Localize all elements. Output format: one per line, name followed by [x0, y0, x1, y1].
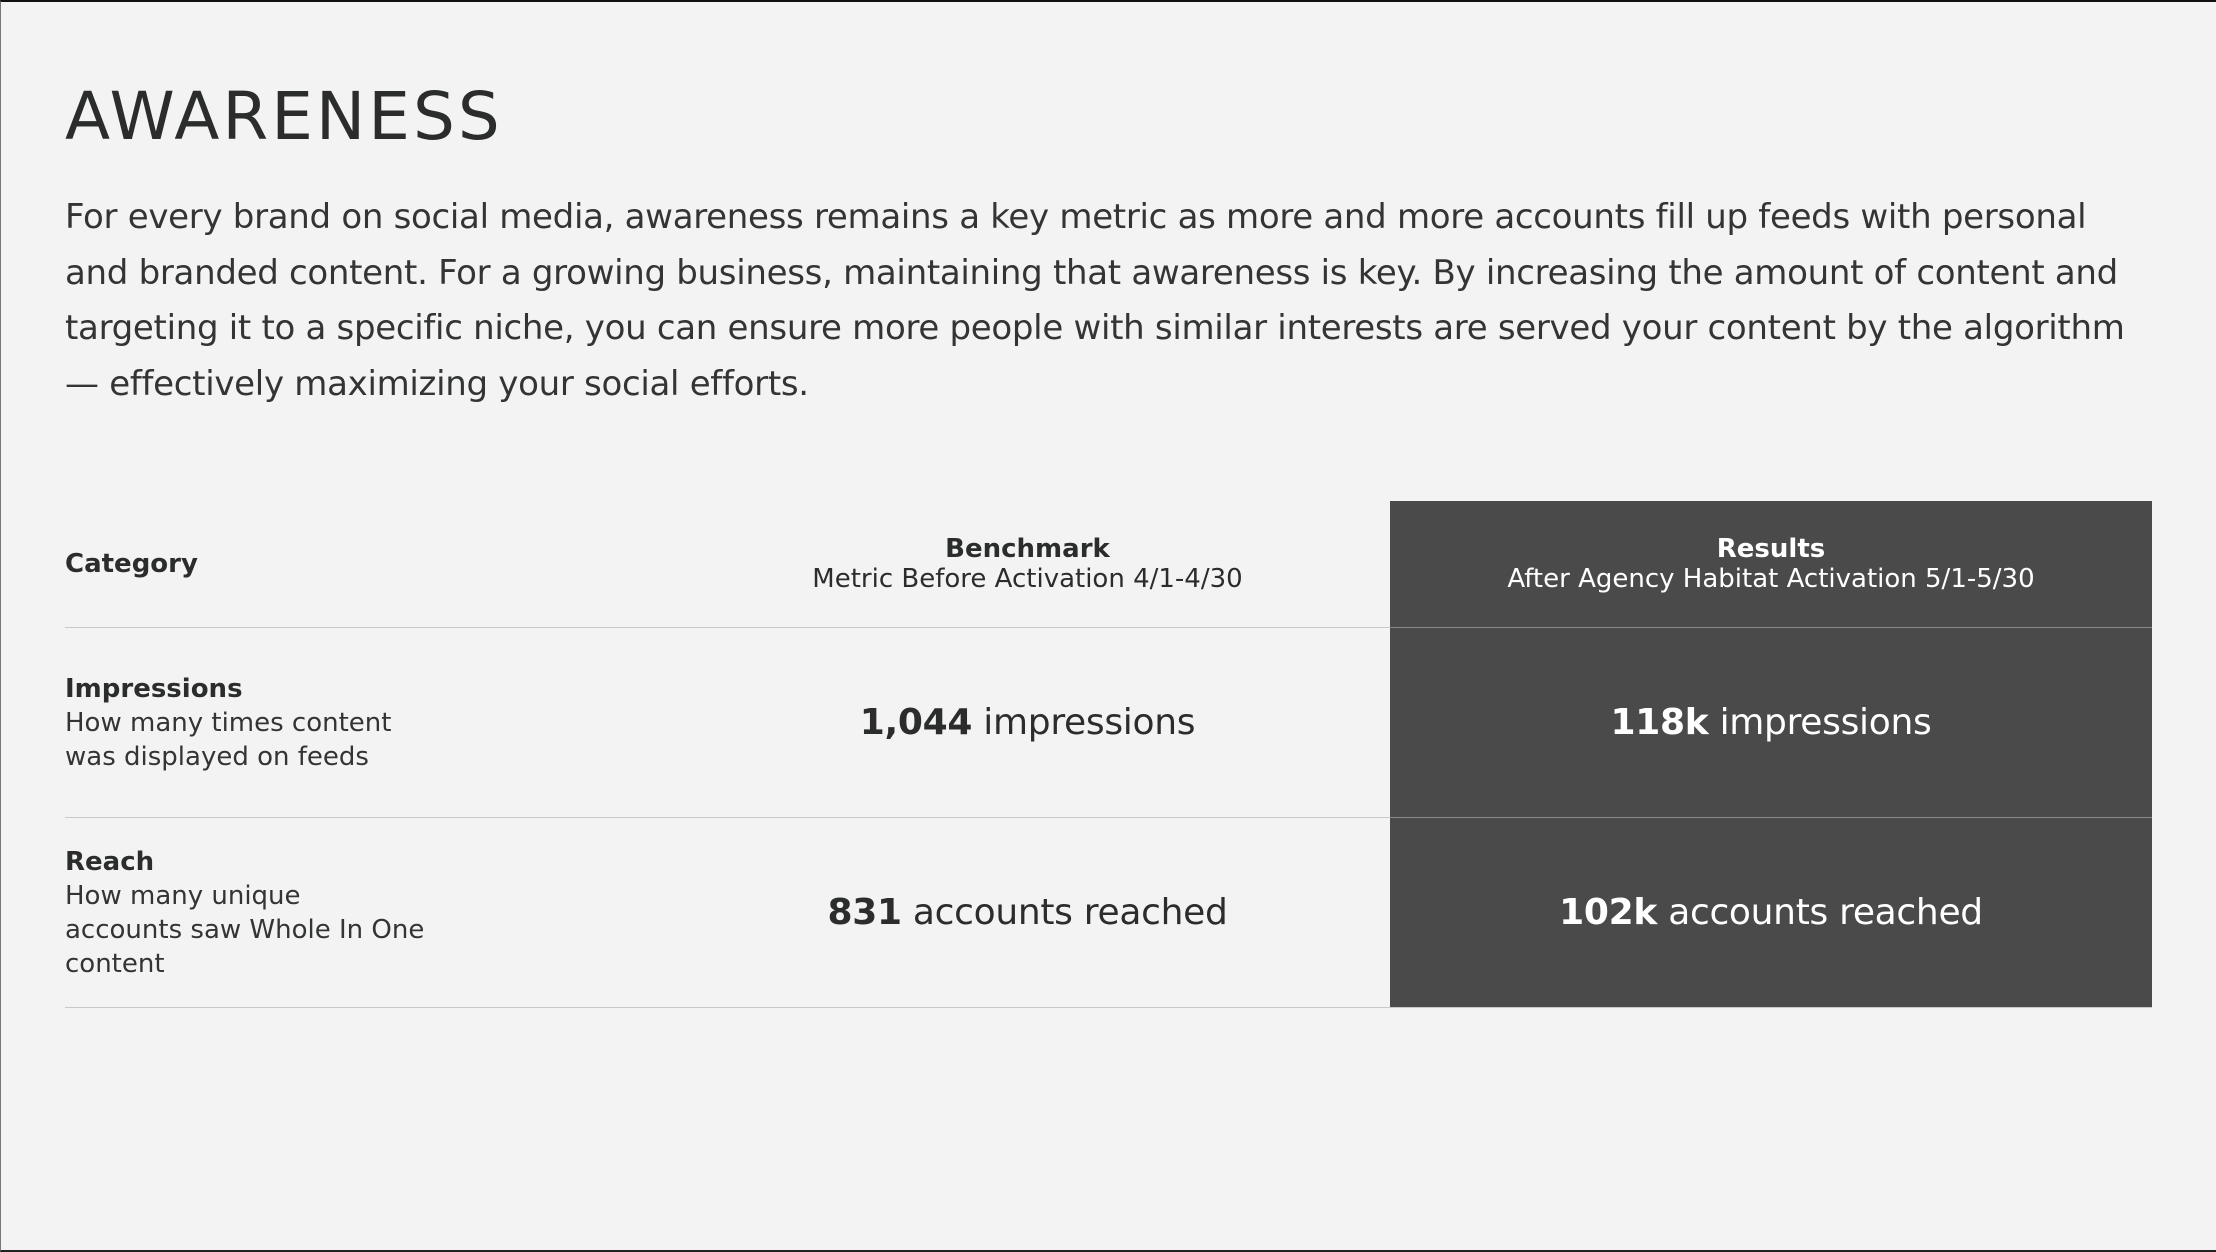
page-title: AWARENESS [65, 78, 503, 155]
benchmark-cell [645, 702, 1410, 743]
header-benchmark-title: Benchmark [945, 534, 1110, 564]
category-description: How many unique accounts saw Whole In One content [65, 880, 425, 979]
category-cell [65, 845, 645, 981]
results-unit: accounts reached [1657, 891, 1983, 933]
table-header-row [65, 501, 2152, 628]
category-name: Impressions [65, 673, 243, 704]
results-cell [1390, 627, 2152, 818]
results-value: 118k [1610, 701, 1709, 743]
header-benchmark-subtitle: Metric Before Activation 4/1-4/30 [812, 564, 1243, 594]
metrics-table [65, 501, 2152, 1008]
results-metric [1559, 892, 1983, 933]
results-cell [1390, 817, 2152, 1008]
intro-paragraph: For every brand on social media, awareness remains a key metric as more and more accounts fill up feeds with personal and branded content. For a growing business, maintaining that awareness is key. By increasing the amount of content and targeting it to a specific niche, you can ensure more people with similar interests are served your content by the algorithm — effectively maximizing your social efforts. [65, 197, 2125, 404]
header-category-label: Category [65, 549, 198, 579]
header-results-subtitle: After Agency Habitat Activation 5/1-5/30 [1507, 564, 2035, 594]
header-benchmark-cell [645, 534, 1410, 594]
header-category-cell [65, 549, 645, 579]
results-unit: impressions [1708, 701, 1932, 743]
benchmark-cell [645, 892, 1410, 933]
category-description: How many times content was displayed on feeds [65, 707, 392, 772]
results-value: 102k [1559, 891, 1658, 933]
table-row-impressions [65, 628, 2152, 818]
benchmark-metric [827, 892, 1227, 933]
benchmark-unit: accounts reached [901, 892, 1228, 933]
benchmark-value: 831 [827, 892, 902, 933]
header-results-title: Results [1716, 534, 1826, 564]
category-cell [65, 672, 645, 774]
category-name: Reach [65, 846, 155, 877]
table-row-reach [65, 818, 2152, 1008]
benchmark-metric [860, 702, 1195, 743]
header-results-cell [1390, 501, 2152, 627]
benchmark-value: 1,044 [859, 702, 973, 743]
benchmark-unit: impressions [972, 702, 1196, 743]
results-metric [1611, 702, 1932, 743]
